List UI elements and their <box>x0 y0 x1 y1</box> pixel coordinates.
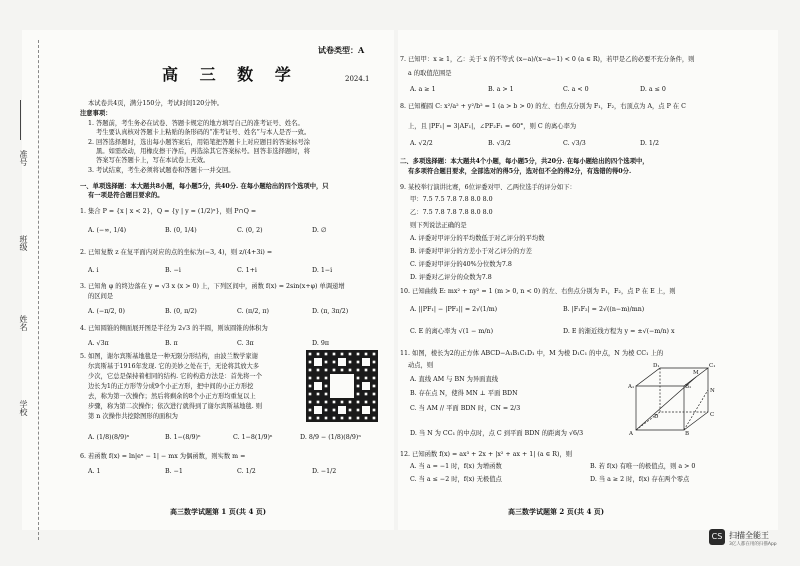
q3-option-c: C. (π/2, π) <box>237 308 269 315</box>
note-2a: 2. 回答选择题时，选出每小题答案后，用铅笔把答题卡上对应题目的答案标号涂 <box>88 139 311 146</box>
q10-option-d: D. E 的渐近线方程为 y = ±√(−m/n) x <box>563 328 675 335</box>
q11-option-c: C. 当 AM // 平面 BDN 时，CN = 2/3 <box>410 405 521 412</box>
section1-title-2: 有一项是符合题目要求的。 <box>88 192 164 199</box>
cube-label: C <box>710 412 715 418</box>
q5-line-2: 尔宾斯基于1916年发现. 它的美妙之处在于，无论将其放大多 <box>88 363 260 370</box>
q2-stem: 2. 已知复数 z 在复平面内对应的点的坐标为(−3, 4)，则 z/(4+3i) = <box>80 249 273 256</box>
q2-option-c: C. 1+i <box>237 267 257 274</box>
cube-label: A₁ <box>628 384 635 390</box>
q10-option-c: C. E 的离心率为 √(1 − m/n) <box>410 328 494 335</box>
q4-option-c: C. 3π <box>237 340 254 347</box>
q11-line-2: 动点，则 <box>408 362 434 369</box>
q1-option-b: B. (0, 1/4) <box>165 227 197 234</box>
q12-option-d: D. 当 a ≥ 2 时，f(x) 存在两个零点 <box>590 476 690 483</box>
exam-date: 2024.1 <box>345 75 370 83</box>
q5-line-5: 去，称为第一次操作；然后将剩余的8个小正方形均重复以上 <box>88 393 256 400</box>
q8-stem-2: 上，且 |PF₁| = 3|AF₁|，∠PF₂F₁ = 60°，则 C 的离心率为 <box>408 123 577 130</box>
q8-option-d: D. 1/2 <box>640 140 659 147</box>
q4-option-d: D. 9π <box>312 340 329 347</box>
scanner-tagline: 3亿人都在用的扫描App <box>729 542 777 547</box>
side-label-school: 学校 <box>19 400 28 416</box>
q4-option-a: A. √3π <box>88 340 109 347</box>
q9-lead: 则下列说法正确的是 <box>410 222 467 229</box>
scanner-logo: CS <box>709 529 725 545</box>
q5-line-3: 少次，它总是保持着相同的结构. 它的构造方法是：首先将一个 <box>88 373 263 380</box>
q1-option-a: A. (−∞, 1/4) <box>88 227 127 234</box>
intro-text: 本试卷共4页，满分150分，考试时间120分钟。 <box>88 100 224 107</box>
q9-option-a: A. 评委对甲评分的平均数低于对乙评分的平均数 <box>410 235 545 242</box>
q9-option-b: B. 评委对甲评分的方差小于对乙评分的方差 <box>410 248 532 255</box>
q7-option-b: B. a > 1 <box>488 86 514 93</box>
q10-stem: 10. 已知曲线 E: mx² + ny² = 1 (m > 0, n < 0) 的左、右焦点分别为 F₁，F₂，点 P 在 E 上，则 <box>400 288 676 295</box>
q9-option-c: C. 评委对甲评分的40%分位数为7.8 <box>410 261 512 268</box>
q2-option-d: D. 1−i <box>312 267 333 274</box>
q5-option-a: A. (1/8)(8/9)ⁿ <box>88 434 130 441</box>
q3-stem-1: 3. 已知角 φ 的终边落在 y = √3 x (x > 0) 上，下列区间中，函数 f(x) = 2sin(x+φ) 单调递增 <box>80 283 345 290</box>
q6-stem: 6. 若函数 f(x) = ln|eˣ − 1| − mx 为偶函数，则实数 m = <box>80 453 246 460</box>
q1-option-c: C. (0, 2) <box>237 227 263 234</box>
cube-label: M <box>693 370 699 376</box>
q6-option-b: B. −1 <box>165 468 183 475</box>
q9-option-d: D. 评委对乙评分的众数为7.8 <box>410 274 492 281</box>
q12-option-a: A. 当 a = −1 时，f(x) 为增函数 <box>410 463 502 470</box>
q2-option-a: A. i <box>88 267 99 274</box>
scanner-name: 扫描全能王 <box>729 531 769 540</box>
notes-heading: 注意事项： <box>80 110 112 117</box>
section1-title-1: 一、单项选择题：本大题共8小题，每小题5分，共40分. 在每小题给出的四个选项中，只 <box>80 183 329 190</box>
cube-label: A <box>629 431 633 436</box>
q5-option-d: D. 8/9 − (1/8)(8/9)ⁿ <box>300 434 362 441</box>
q6-option-c: C. 1/2 <box>237 468 256 475</box>
q12-option-b: B. 若 f(x) 有唯一的极值点，则 a > 0 <box>590 463 696 470</box>
cube-label: N <box>710 388 715 394</box>
q1-stem: 1. 集合 P = {x | x < 2}，Q = {y | y = (1/2)ˣ}，则 P∩Q = <box>80 208 257 215</box>
q7-option-c: C. a < 0 <box>563 86 589 93</box>
q9-row-yi: 乙：7.5 7.8 7.8 7.8 8.0 8.0 <box>410 209 493 216</box>
note-3: 3. 考试结束，考生必须将试题卷和答题卡一并交回。 <box>88 167 235 174</box>
page-title: 高 三 数 学 <box>162 65 299 84</box>
q3-option-a: A. (−π/2, 0) <box>88 308 126 315</box>
q11-option-b: B. 存在点 N，使得 MN ⊥ 平面 BDN <box>410 390 518 397</box>
q5-option-b: B. 1−(8/9)ⁿ <box>165 434 201 441</box>
q3-stem-2: 的区间是 <box>88 293 114 300</box>
cube-label: D <box>654 414 659 420</box>
sierpinski-carpet-figure <box>306 350 380 424</box>
q5-line-1: 5. 如图，谢尔宾斯基地毯是一种无限分形结构，由波兰数学家谢 <box>80 353 259 360</box>
side-label-ticket: 准号 <box>19 150 28 166</box>
cube-label: B <box>685 431 690 436</box>
footer-left: 高三数学试题第 1 页(共 4 页) <box>170 507 267 516</box>
q7-stem-2: a 的取值范围是 <box>408 70 452 77</box>
q7-option-a: A. a ≥ 1 <box>410 86 436 93</box>
section2-title-1: 二、多项选择题：本大题共4个小题，每小题5分，共20分. 在每小题给出的四个选项中， <box>400 158 649 165</box>
side-label-name: 姓名 <box>19 315 28 331</box>
q9-stem: 9. 某校举行演讲比赛，6位评委对甲、乙两位选手的评分如下： <box>400 184 576 191</box>
q5-line-6: 步骤，称为第二次操作；依次进行就得到了谢尔宾斯基地毯. 则 <box>88 403 263 410</box>
q4-stem: 4. 已知圆锥的侧面展开图是半径为 2√3 的半圆，则该圆锥的体积为 <box>80 325 268 332</box>
q5-line-7: 第 n 次操作共挖除图形的面积为 <box>88 413 178 420</box>
cube-figure <box>628 360 720 436</box>
side-underline <box>20 100 21 140</box>
q1-option-d: D. ∅ <box>312 227 327 234</box>
note-2c: 答案写在答题卡上，写在本试卷上无效。 <box>96 157 210 164</box>
q5-option-c: C. 1−8(1/9)ⁿ <box>233 434 273 441</box>
q6-option-d: D. −1/2 <box>312 468 337 475</box>
q11-line-1: 11. 如图，棱长为2的正方体 ABCD−A₁B₁C₁D₁ 中，M 为棱 D₁C₁ 的中点，N 为棱 CC₁ 上的 <box>400 350 664 357</box>
q10-option-a: A. ||PF₁| − |PF₂|| = 2√(1/m) <box>410 306 498 313</box>
side-label-class: 班级 <box>19 235 28 251</box>
q4-option-b: B. π <box>165 340 178 347</box>
footer-right: 高三数学试题第 2 页(共 4 页) <box>508 507 605 516</box>
cube-label: B₁ <box>685 384 692 390</box>
q6-option-a: A. 1 <box>88 468 101 475</box>
q8-option-c: C. √3/3 <box>563 140 586 147</box>
q11-option-d: D. 当 N 为 CC₁ 的中点时，点 C 到平面 BDN 的距离为 √6/3 <box>410 430 584 437</box>
q7-stem-1: 7. 已知甲：x ≥ 1，乙：关于 x 的不等式 (x−a)/(x−a−1) < 0 (a ∈ R)，若甲是乙的必要不充分条件，则 <box>400 56 695 63</box>
q10-option-b: B. |F₁F₂| = 2√((n−m)/mn) <box>563 306 645 313</box>
q9-row-jia: 甲：7.5 7.5 7.8 7.8 8.0 8.0 <box>410 196 493 203</box>
q3-option-b: B. (0, π/2) <box>165 308 197 315</box>
cube-label: D₁ <box>653 363 660 369</box>
exam-type: 试卷类型：A <box>318 45 365 55</box>
q11-option-a: A. 直线 AM 与 BN 为异面直线 <box>410 376 499 383</box>
q12-option-c: C. 当 a ≤ −2 时，f(x) 无极值点 <box>410 476 502 483</box>
q8-option-a: A. √2/2 <box>410 140 433 147</box>
section2-title-2: 有多项符合题目要求，全部选对的得5分，选对但不全的得2分，有选错的得0分. <box>408 168 632 175</box>
q7-option-d: D. a ≤ 0 <box>640 86 666 93</box>
q12-stem: 12. 已知函数 f(x) = ax³ + 2x + |x² + ax + 1| (a ∈ R)，则 <box>400 451 573 458</box>
cube-label: C₁ <box>709 363 716 369</box>
note-2b: 黑。如需改动，用橡皮擦干净后，再选涂其它答案标号。回答非选择题时，将 <box>96 148 311 155</box>
note-1a: 1. 答题前，考生务必在试卷、答题卡规定的地方填写自己的准考证号、姓名。 <box>88 120 304 127</box>
binding-line <box>38 40 39 540</box>
note-1b: 考生要认真核对答题卡上粘贴的条形码的“准考证号、姓名”与本人是否一致。 <box>96 129 311 136</box>
q8-option-b: B. √3/2 <box>488 140 511 147</box>
q5-line-4: 边长为1的正方形等分成9个小正方形，把中间的小正方形挖 <box>88 383 254 390</box>
q8-stem-1: 8. 已知椭圆 C: x²/a² + y²/b² = 1 (a > b > 0) 的左、右焦点分别为 F₁，F₂，右顶点为 A，点 P 在 C <box>400 103 686 110</box>
q3-option-d: D. (π, 3π/2) <box>312 308 349 315</box>
q2-option-b: B. −i <box>165 267 181 274</box>
